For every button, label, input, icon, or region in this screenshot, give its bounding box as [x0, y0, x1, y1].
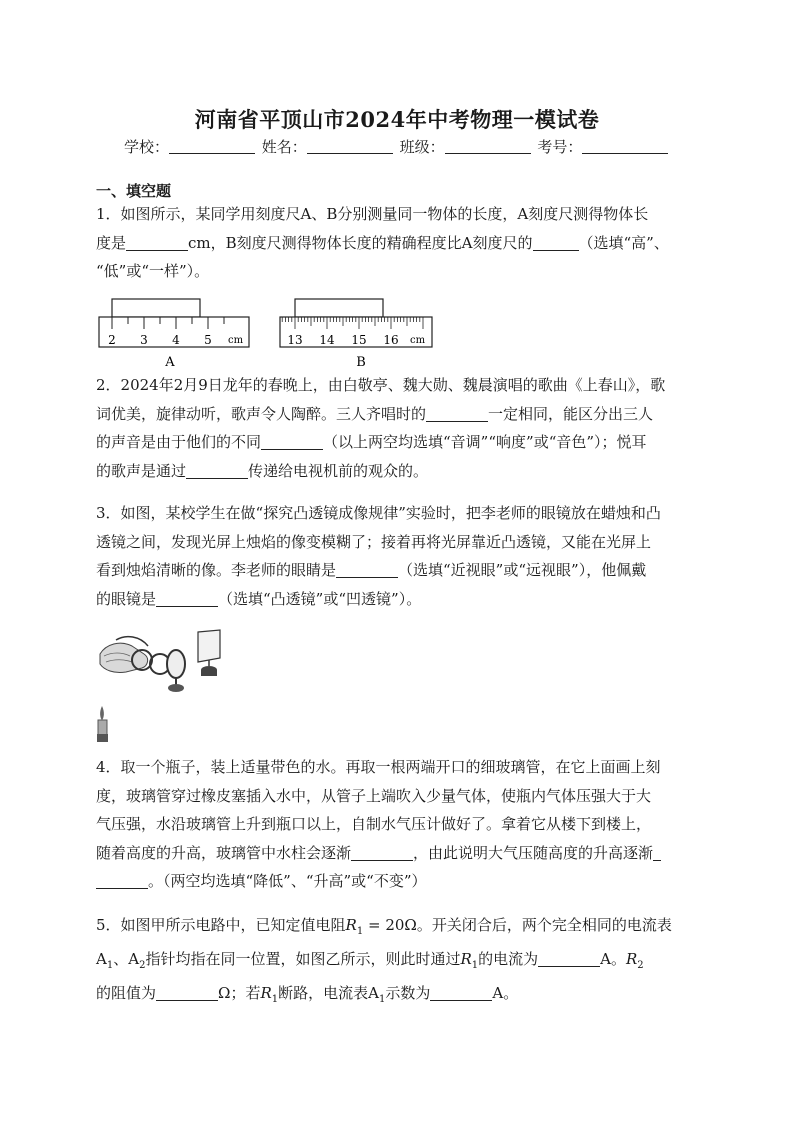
ruler-b-tick-label: 14 — [319, 333, 335, 347]
q1-blank-2[interactable] — [533, 234, 579, 251]
q2-text: 的歌声是通过 — [96, 461, 187, 480]
ruler-a-tick-label: 4 — [172, 333, 180, 347]
hand-with-glasses-illustration — [100, 637, 170, 674]
q4-blank-2-end[interactable] — [96, 872, 148, 889]
ruler-a-tick-label: 5 — [204, 333, 212, 347]
q5-blank-1[interactable] — [538, 950, 600, 967]
r1-symbol: R — [460, 950, 472, 968]
q4-blank-1[interactable] — [351, 844, 413, 861]
q5-text: 断路，电流表A — [278, 984, 379, 1002]
a2-subscript: 2 — [139, 960, 146, 971]
q2-text: （以上两空均选填“音调”“响度”或“音色”）；悦耳 — [323, 433, 647, 451]
q5-line-1 — [96, 908, 696, 942]
ruler-b — [280, 299, 432, 370]
school-label: 学校： — [124, 138, 170, 156]
r1-subscript: 1 — [356, 926, 364, 937]
q5-text: 的阻值为 — [96, 984, 157, 1002]
question-1 — [96, 200, 696, 286]
section-heading-fill-blank: 一、填空题 — [96, 182, 172, 200]
q5-line-3 — [96, 976, 696, 1010]
class-label: 班级： — [399, 138, 445, 156]
a1-subscript: 1 — [106, 960, 114, 971]
q5-text: A。 — [492, 984, 519, 1002]
q3-line-3 — [96, 556, 696, 585]
ruler-a-unit: cm — [228, 335, 244, 346]
r1-subscript: 1 — [471, 960, 479, 971]
name-blank[interactable] — [307, 139, 393, 154]
q5-text: A — [96, 950, 107, 968]
q1-line-2 — [96, 229, 696, 258]
q3-line-1: 3．如图，某校学生在做“探究凸透镜成像规律”实验时，把李老师的眼镜放在蜡烛和凸 — [96, 504, 661, 522]
a1-subscript: 1 — [378, 994, 386, 1005]
q4-line-3: 气压强，水沿玻璃管上升到瓶口以上，自制水气压计做好了。拿着它从楼下到楼上， — [96, 815, 652, 833]
exam-number-label: 考号： — [537, 138, 583, 156]
q2-text: 的声音是由于他们的不同 — [96, 433, 262, 451]
school-blank[interactable] — [169, 139, 255, 154]
page-title: 河南省平顶山市2024年中考物理一模试卷 — [194, 107, 600, 132]
q5-text: = 20Ω。开关闭合后，两个完全相同的电流表 — [363, 916, 672, 934]
r1-subscript: 1 — [271, 994, 279, 1005]
q1-text: （选填“高”、 — [578, 233, 669, 252]
question-4 — [96, 753, 696, 896]
q3-line-4 — [96, 585, 696, 614]
q2-line-3 — [96, 428, 696, 457]
q4-line-1: 4．取一个瓶子，装上适量带色的水。再取一根两端开口的细玻璃管，在它上面画上刻 — [96, 758, 661, 776]
lens-experiment-figure — [96, 626, 246, 744]
q4-text: ，由此说明大气压随高度的升高逐渐 — [413, 843, 654, 862]
q2-text: 传递给电视机前的观众的。 — [248, 461, 429, 480]
q1-blank-1[interactable] — [126, 234, 188, 251]
q5-text: 、A — [113, 950, 140, 968]
q5-text: 示数为 — [385, 984, 431, 1002]
q3-blank-1[interactable] — [336, 561, 398, 578]
student-info-line — [124, 136, 670, 157]
q2-text: 词优美，旋律动听，歌声令人陶醉。三人齐唱时的 — [96, 404, 427, 423]
question-5 — [96, 908, 696, 1010]
ruler-b-tick-label: 15 — [351, 333, 367, 347]
q4-text: 。（两空均选填“降低”、“升高”或“不变”） — [148, 872, 427, 890]
q5-text: 指针均指在同一位置，如图乙所示，则此时通过 — [145, 950, 461, 968]
ruler-b-unit: cm — [410, 335, 426, 346]
q5-line-2 — [96, 942, 696, 976]
q4-line-2: 度，玻璃管穿过橡皮塞插入水中，从管子上端吹入少量气体，使瓶内气体压强大于大 — [96, 786, 652, 805]
q2-line-4 — [96, 457, 696, 486]
candle-illustration — [97, 706, 108, 742]
q3-text: 看到烛焰清晰的像。李老师的眼睛是 — [96, 561, 337, 579]
q3-blank-2[interactable] — [156, 590, 218, 607]
q4-text: 随着高度的升高，玻璃管中水柱会逐渐 — [96, 843, 352, 862]
class-blank[interactable] — [445, 139, 531, 154]
q3-text: 的眼镜是 — [96, 589, 157, 608]
q1-line-3: “低”或“一样”）。 — [96, 262, 210, 280]
q4-line-4 — [96, 839, 696, 868]
ruler-b-tick-label: 16 — [383, 333, 399, 347]
q5-text: Ω；若 — [218, 984, 261, 1002]
ruler-a-tick-label: 3 — [140, 333, 148, 347]
r1-symbol: R — [345, 916, 357, 934]
q2-blank-3[interactable] — [186, 462, 248, 479]
ruler-figure — [96, 296, 441, 372]
light-screen-illustration — [198, 630, 220, 676]
q2-blank-1[interactable] — [426, 405, 488, 422]
q3-text: （选填“近视眼”或“远视眼”），他佩戴 — [398, 561, 647, 579]
q1-text: 度是 — [96, 233, 127, 252]
q1-line-1: 1．如图所示，某同学用刻度尺A、B分别测量同一物体的长度，A刻度尺测得物体长 — [96, 205, 649, 223]
question-2 — [96, 371, 696, 485]
ruler-a — [99, 299, 249, 370]
q5-blank-3[interactable] — [430, 984, 492, 1001]
q4-line-5 — [96, 867, 696, 896]
q2-blank-2[interactable] — [261, 433, 323, 450]
q2-line-2 — [96, 400, 696, 429]
q2-line-1: 2．2024年2月9日龙年的春晚上，由白敬亭、魏大勋、魏晨演唱的歌曲《上春山》，歌 — [96, 376, 666, 394]
q4-blank-2-start[interactable] — [653, 844, 661, 861]
convex-lens-illustration — [167, 650, 185, 692]
q5-blank-2[interactable] — [156, 984, 218, 1001]
name-label: 姓名： — [261, 138, 307, 156]
q5-text: 的电流为 — [478, 950, 539, 968]
ruler-a-label: A — [165, 355, 175, 370]
q1-text: cm，B刻度尺测得物体长度的精确程度比A刻度尺的 — [188, 233, 533, 252]
r2-symbol: R — [625, 950, 638, 968]
q3-line-2: 透镜之间，发现光屏上烛焰的像变模糊了；接着再将光屏靠近凸透镜，又能在光屏上 — [96, 532, 652, 551]
q5-text: 5．如图甲所示电路中，已知定值电阻 — [96, 916, 346, 934]
q3-text: （选填“凸透镜”或“凹透镜”）。 — [218, 589, 422, 608]
ruler-b-label: B — [356, 355, 366, 370]
r2-subscript: 2 — [637, 960, 644, 971]
q5-text: A。 — [600, 950, 626, 968]
exam-number-blank[interactable] — [582, 139, 668, 154]
object-block-a — [112, 299, 200, 317]
object-block-b — [295, 299, 383, 317]
question-3 — [96, 499, 696, 613]
r1-symbol: R — [260, 984, 272, 1002]
ruler-b-tick-label: 13 — [287, 333, 303, 347]
ruler-a-tick-label: 2 — [108, 333, 116, 347]
q2-text: 一定相同，能区分出三人 — [488, 404, 654, 423]
